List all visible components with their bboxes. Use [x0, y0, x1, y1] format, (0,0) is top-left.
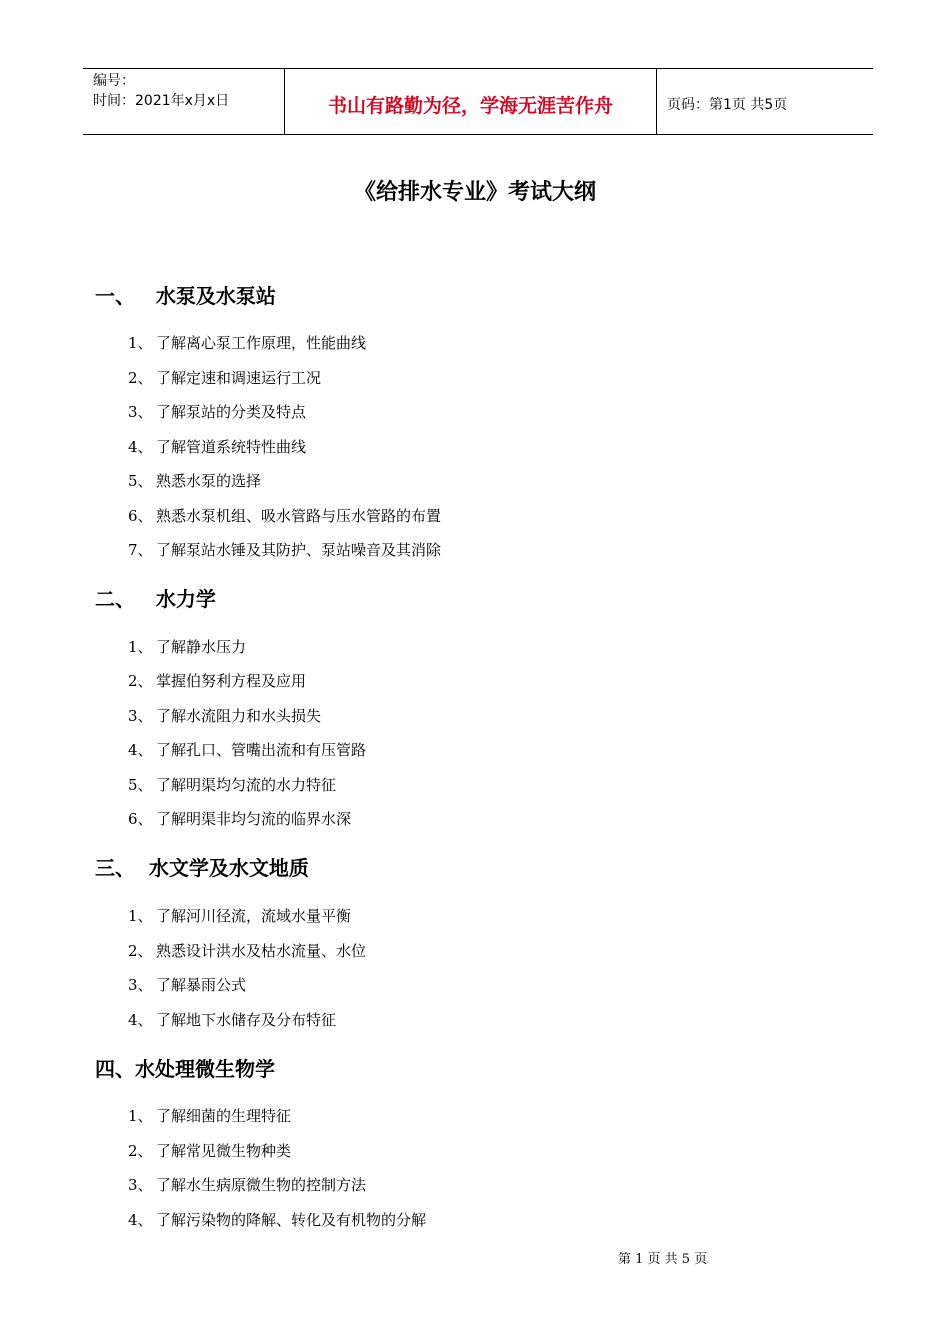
list-item — [128, 1105, 291, 1126]
list-item — [128, 705, 321, 726]
item-text: 了解水流阻力和水头损失 — [156, 707, 322, 725]
item-text: 了解定速和调速运行工况 — [156, 369, 322, 387]
item-text: 了解孔口、管嘴出流和有压管路 — [156, 741, 367, 759]
item-number: 5、 — [128, 472, 153, 490]
item-text: 了解明渠非均匀流的临界水深 — [156, 810, 352, 828]
item-text: 熟悉水泵的选择 — [156, 472, 262, 490]
list-item — [128, 636, 246, 657]
item-number: 5、 — [128, 776, 153, 794]
item-number: 1、 — [128, 907, 153, 925]
item-text: 了解泵站水锤及其防护、泵站噪音及其消除 — [156, 541, 442, 559]
item-text: 熟悉水泵机组、吸水管路与压水管路的布置 — [156, 507, 442, 525]
list-item — [128, 670, 306, 691]
item-number: 4、 — [128, 438, 153, 456]
section-heading: 三、 水文学及水文地质 — [95, 856, 309, 880]
list-item — [128, 940, 366, 961]
list-item — [128, 739, 366, 760]
list-item — [128, 905, 351, 926]
header-number-label: 编号： — [93, 73, 135, 89]
item-number: 6、 — [128, 810, 153, 828]
header-motto: 书山有路勤为径，学海无涯苦作舟 — [285, 69, 657, 134]
item-text: 了解暴雨公式 — [156, 976, 247, 994]
page-footer: 第 1 页 共 5 页 — [618, 1252, 708, 1267]
item-text: 了解明渠均匀流的水力特征 — [156, 776, 337, 794]
item-text: 了解管道系统特性曲线 — [156, 438, 307, 456]
item-text: 掌握伯努利方程及应用 — [156, 672, 307, 690]
item-number: 4、 — [128, 741, 153, 759]
item-number: 7、 — [128, 541, 153, 559]
list-item — [128, 1140, 291, 1161]
item-number: 2、 — [128, 942, 153, 960]
item-text: 了解水生病原微生物的控制方法 — [156, 1176, 367, 1194]
item-number: 6、 — [128, 507, 153, 525]
item-text: 了解污染物的降解、转化及有机物的分解 — [156, 1211, 427, 1229]
list-item — [128, 436, 306, 457]
header-time-label: 时间：2021年x月x日 — [93, 93, 230, 109]
list-item — [128, 401, 306, 422]
section-heading: 二、 水力学 — [95, 587, 216, 611]
item-number: 3、 — [128, 1176, 153, 1194]
list-item — [128, 470, 261, 491]
item-number: 3、 — [128, 976, 153, 994]
item-text: 了解静水压力 — [156, 638, 247, 656]
item-text: 熟悉设计洪水及枯水流量、水位 — [156, 942, 367, 960]
section-heading: 四、水处理微生物学 — [95, 1057, 275, 1081]
item-text: 了解常见微生物种类 — [156, 1142, 292, 1160]
item-text: 了解河川径流，流域水量平衡 — [156, 907, 352, 925]
item-number: 1、 — [128, 1107, 153, 1125]
item-text: 了解地下水储存及分布特征 — [156, 1011, 337, 1029]
list-item — [128, 808, 351, 829]
item-number: 2、 — [128, 369, 153, 387]
item-number: 2、 — [128, 672, 153, 690]
list-item — [128, 539, 441, 560]
list-item — [128, 1209, 426, 1230]
list-item — [128, 332, 366, 353]
item-text: 了解细菌的生理特征 — [156, 1107, 292, 1125]
header-meta-cell — [83, 69, 285, 134]
item-number: 1、 — [128, 638, 153, 656]
list-item — [128, 974, 246, 995]
section-heading: 一、 水泵及水泵站 — [95, 284, 276, 308]
item-number: 3、 — [128, 707, 153, 725]
item-text: 了解泵站的分类及特点 — [156, 403, 307, 421]
list-item — [128, 367, 321, 388]
document-title: 《给排水专业》考试大纲 — [353, 180, 596, 205]
list-item — [128, 1174, 366, 1195]
list-item — [128, 774, 336, 795]
item-number: 2、 — [128, 1142, 153, 1160]
page-header — [83, 68, 873, 135]
list-item — [128, 1009, 336, 1030]
header-page-label: 页码：第1页 共5页 — [667, 96, 788, 113]
item-number: 3、 — [128, 403, 153, 421]
item-text: 了解离心泵工作原理，性能曲线 — [156, 334, 367, 352]
item-number: 1、 — [128, 334, 153, 352]
item-number: 4、 — [128, 1011, 153, 1029]
list-item — [128, 505, 441, 526]
item-number: 4、 — [128, 1211, 153, 1229]
